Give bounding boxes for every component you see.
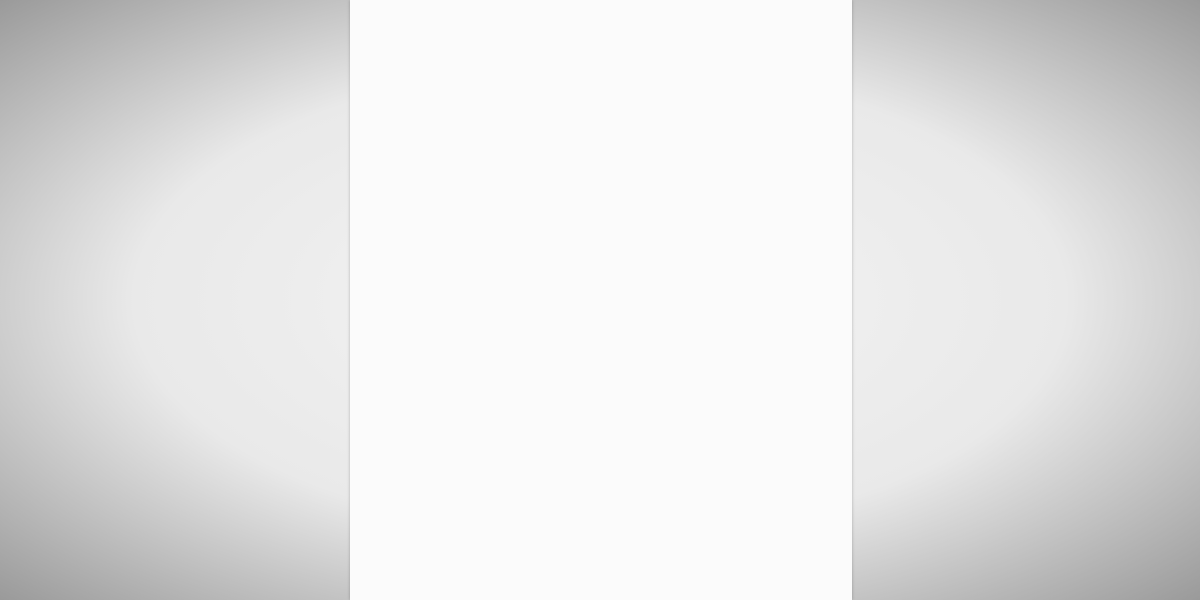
document-page bbox=[350, 0, 852, 600]
